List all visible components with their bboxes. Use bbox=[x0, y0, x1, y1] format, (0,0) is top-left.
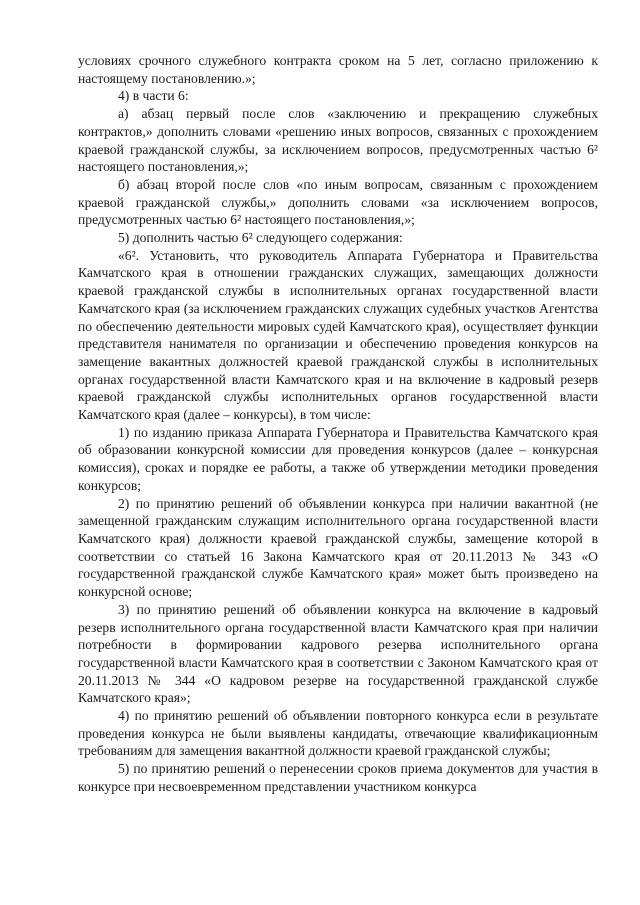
paragraph-subitem-3: 3) по принятию решений об объявлении конкурса на включение в кадровый резерв исполнительного органа государственной власти Камчатского края при наличии потребности в формировании кадрового резерва исполнительного органа государственной власти Камчатского края в соответствии с Законом Камчатского края от 20.11.2013 № 344 «О кадровом резерве на государственной гражданской службе Камчатского края»; bbox=[78, 601, 598, 706]
paragraph-item-5: 5) дополнить частью 6² следующего содержания: bbox=[118, 230, 403, 246]
paragraph-continuation: условиях срочного служебного контракта сроком на 5 лет, согласно приложению к настоящему постановлению.»; bbox=[78, 53, 598, 86]
paragraph-subitem-1: 1) по изданию приказа Аппарата Губернатора и Правительства Камчатского края об образовании конкурсной комиссии для проведения конкурсов (далее – конкурсная комиссия), сроках и порядке ее работы, а также об утверждении методики проведения конкурсов; bbox=[78, 424, 598, 493]
paragraph-subitem-2: 2) по принятию решений об объявлении конкурса при наличии вакантной (не замещенной гражданским служащим исполнительного органа государственной власти Камчатского края) должности краевой гражданской службы, замещение которой в соответствии со статьей 16 Закона Камчатского края от 20.11.2013 № 343 «О государственной гражданской службе Камчатского края» может быть произведено на конкурсной основе; bbox=[78, 495, 598, 600]
paragraph-item-4b: б) абзац второй после слов «по иным вопросам, связанным с прохождением краевой гражданской службы,» дополнить словами «за исключением вопросов, предусмотренных частью 6² настоящего постановления,»; bbox=[78, 176, 598, 228]
paragraph-item-4a: а) абзац первый после слов «заключению и прекращению служебных контрактов,» дополнить словами «решению иных вопросов, связанных с прохождением краевой гражданской службы, за исключением вопросов, предусмотренных частью 6² настоящего постановления,»; bbox=[78, 106, 598, 175]
paragraph-part-6-2: «6². Установить, что руководитель Аппарата Губернатора и Правительства Камчатского края в отношении гражданских служащих, замещающих должности краевой гражданской службы в исполнительных органах государственной власти Камчатского края (за исключением гражданских служащих судебных участков Агентства по обеспечению деятельности мировых судей Камчатского края), осуществляет функции представителя нанимателя по организации и обеспечению проведения конкурсов на замещение вакантных должностей краевой гражданской службы в исполнительных органах государственной власти Камчатского края и на включение в кадровый резерв краевой гражданской службы исполнительных органов государственной власти Камчатского края (далее – конкурсы), в том числе: bbox=[78, 247, 598, 423]
paragraph-subitem-4: 4) по принятию решений об объявлении повторного конкурса если в результате проведения конкурса не были выявлены кандидаты, отвечающие квалификационным требованиям для замещения вакантной должности краевой гражданской службы; bbox=[78, 708, 598, 759]
paragraph-item-4: 4) в части 6: bbox=[118, 88, 189, 104]
document-page bbox=[78, 52, 598, 796]
paragraph-subitem-5: 5) по принятию решений о перенесении сроков приема документов для участия в конкурсе при несвоевременном представлении участником конкурса bbox=[78, 761, 598, 794]
